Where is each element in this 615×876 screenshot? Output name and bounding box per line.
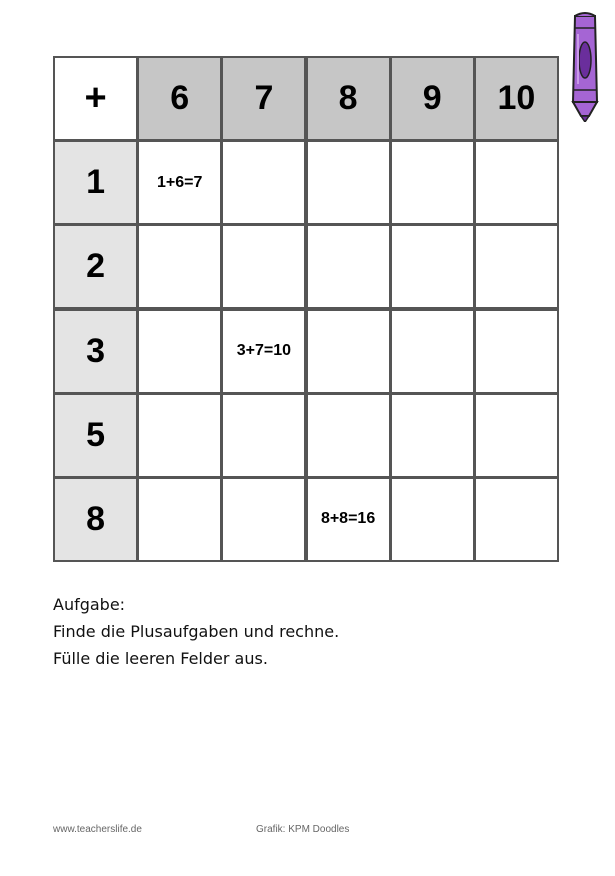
column-header-8: 8 xyxy=(306,56,391,141)
answer-cell[interactable] xyxy=(474,140,559,225)
answer-cell[interactable] xyxy=(306,140,391,225)
column-header-10: 10 xyxy=(474,56,559,141)
answer-cell[interactable] xyxy=(390,309,475,394)
row-header-1: 1 xyxy=(53,140,138,225)
answer-cell[interactable] xyxy=(390,393,475,478)
answer-cell[interactable] xyxy=(221,393,306,478)
answer-cell[interactable] xyxy=(137,309,222,394)
answer-cell[interactable]: 3+7=10 xyxy=(221,309,306,394)
footer-website: www.teacherslife.de xyxy=(53,824,142,835)
row-header-3: 3 xyxy=(53,309,138,394)
answer-cell[interactable] xyxy=(474,224,559,309)
task-heading: Aufgabe: xyxy=(53,595,126,614)
answer-cell[interactable] xyxy=(390,140,475,225)
row-header-8: 8 xyxy=(53,477,138,562)
answer-cell[interactable] xyxy=(221,224,306,309)
answer-cell[interactable] xyxy=(137,224,222,309)
column-header-6: 6 xyxy=(137,56,222,141)
purple-crayon-icon xyxy=(567,10,603,122)
answer-cell[interactable] xyxy=(474,477,559,562)
answer-cell[interactable] xyxy=(221,477,306,562)
answer-cell[interactable]: 8+8=16 xyxy=(306,477,391,562)
answer-cell[interactable] xyxy=(390,477,475,562)
task-instructions xyxy=(53,591,339,672)
answer-cell[interactable] xyxy=(306,309,391,394)
row-header-2: 2 xyxy=(53,224,138,309)
answer-cell[interactable]: 1+6=7 xyxy=(137,140,222,225)
footer-credit: Grafik: KPM Doodles xyxy=(256,824,350,835)
column-header-9: 9 xyxy=(390,56,475,141)
addition-table xyxy=(53,56,558,561)
column-header-7: 7 xyxy=(221,56,306,141)
answer-cell[interactable] xyxy=(390,224,475,309)
answer-cell[interactable] xyxy=(306,393,391,478)
answer-cell[interactable] xyxy=(474,393,559,478)
operator-cell: + xyxy=(53,56,138,141)
answer-cell[interactable] xyxy=(221,140,306,225)
answer-cell[interactable] xyxy=(474,309,559,394)
answer-cell[interactable] xyxy=(137,477,222,562)
answer-cell[interactable] xyxy=(306,224,391,309)
row-header-5: 5 xyxy=(53,393,138,478)
task-line-2: Fülle die leeren Felder aus. xyxy=(53,649,268,668)
task-line-1: Finde die Plusaufgaben und rechne. xyxy=(53,622,340,641)
answer-cell[interactable] xyxy=(137,393,222,478)
